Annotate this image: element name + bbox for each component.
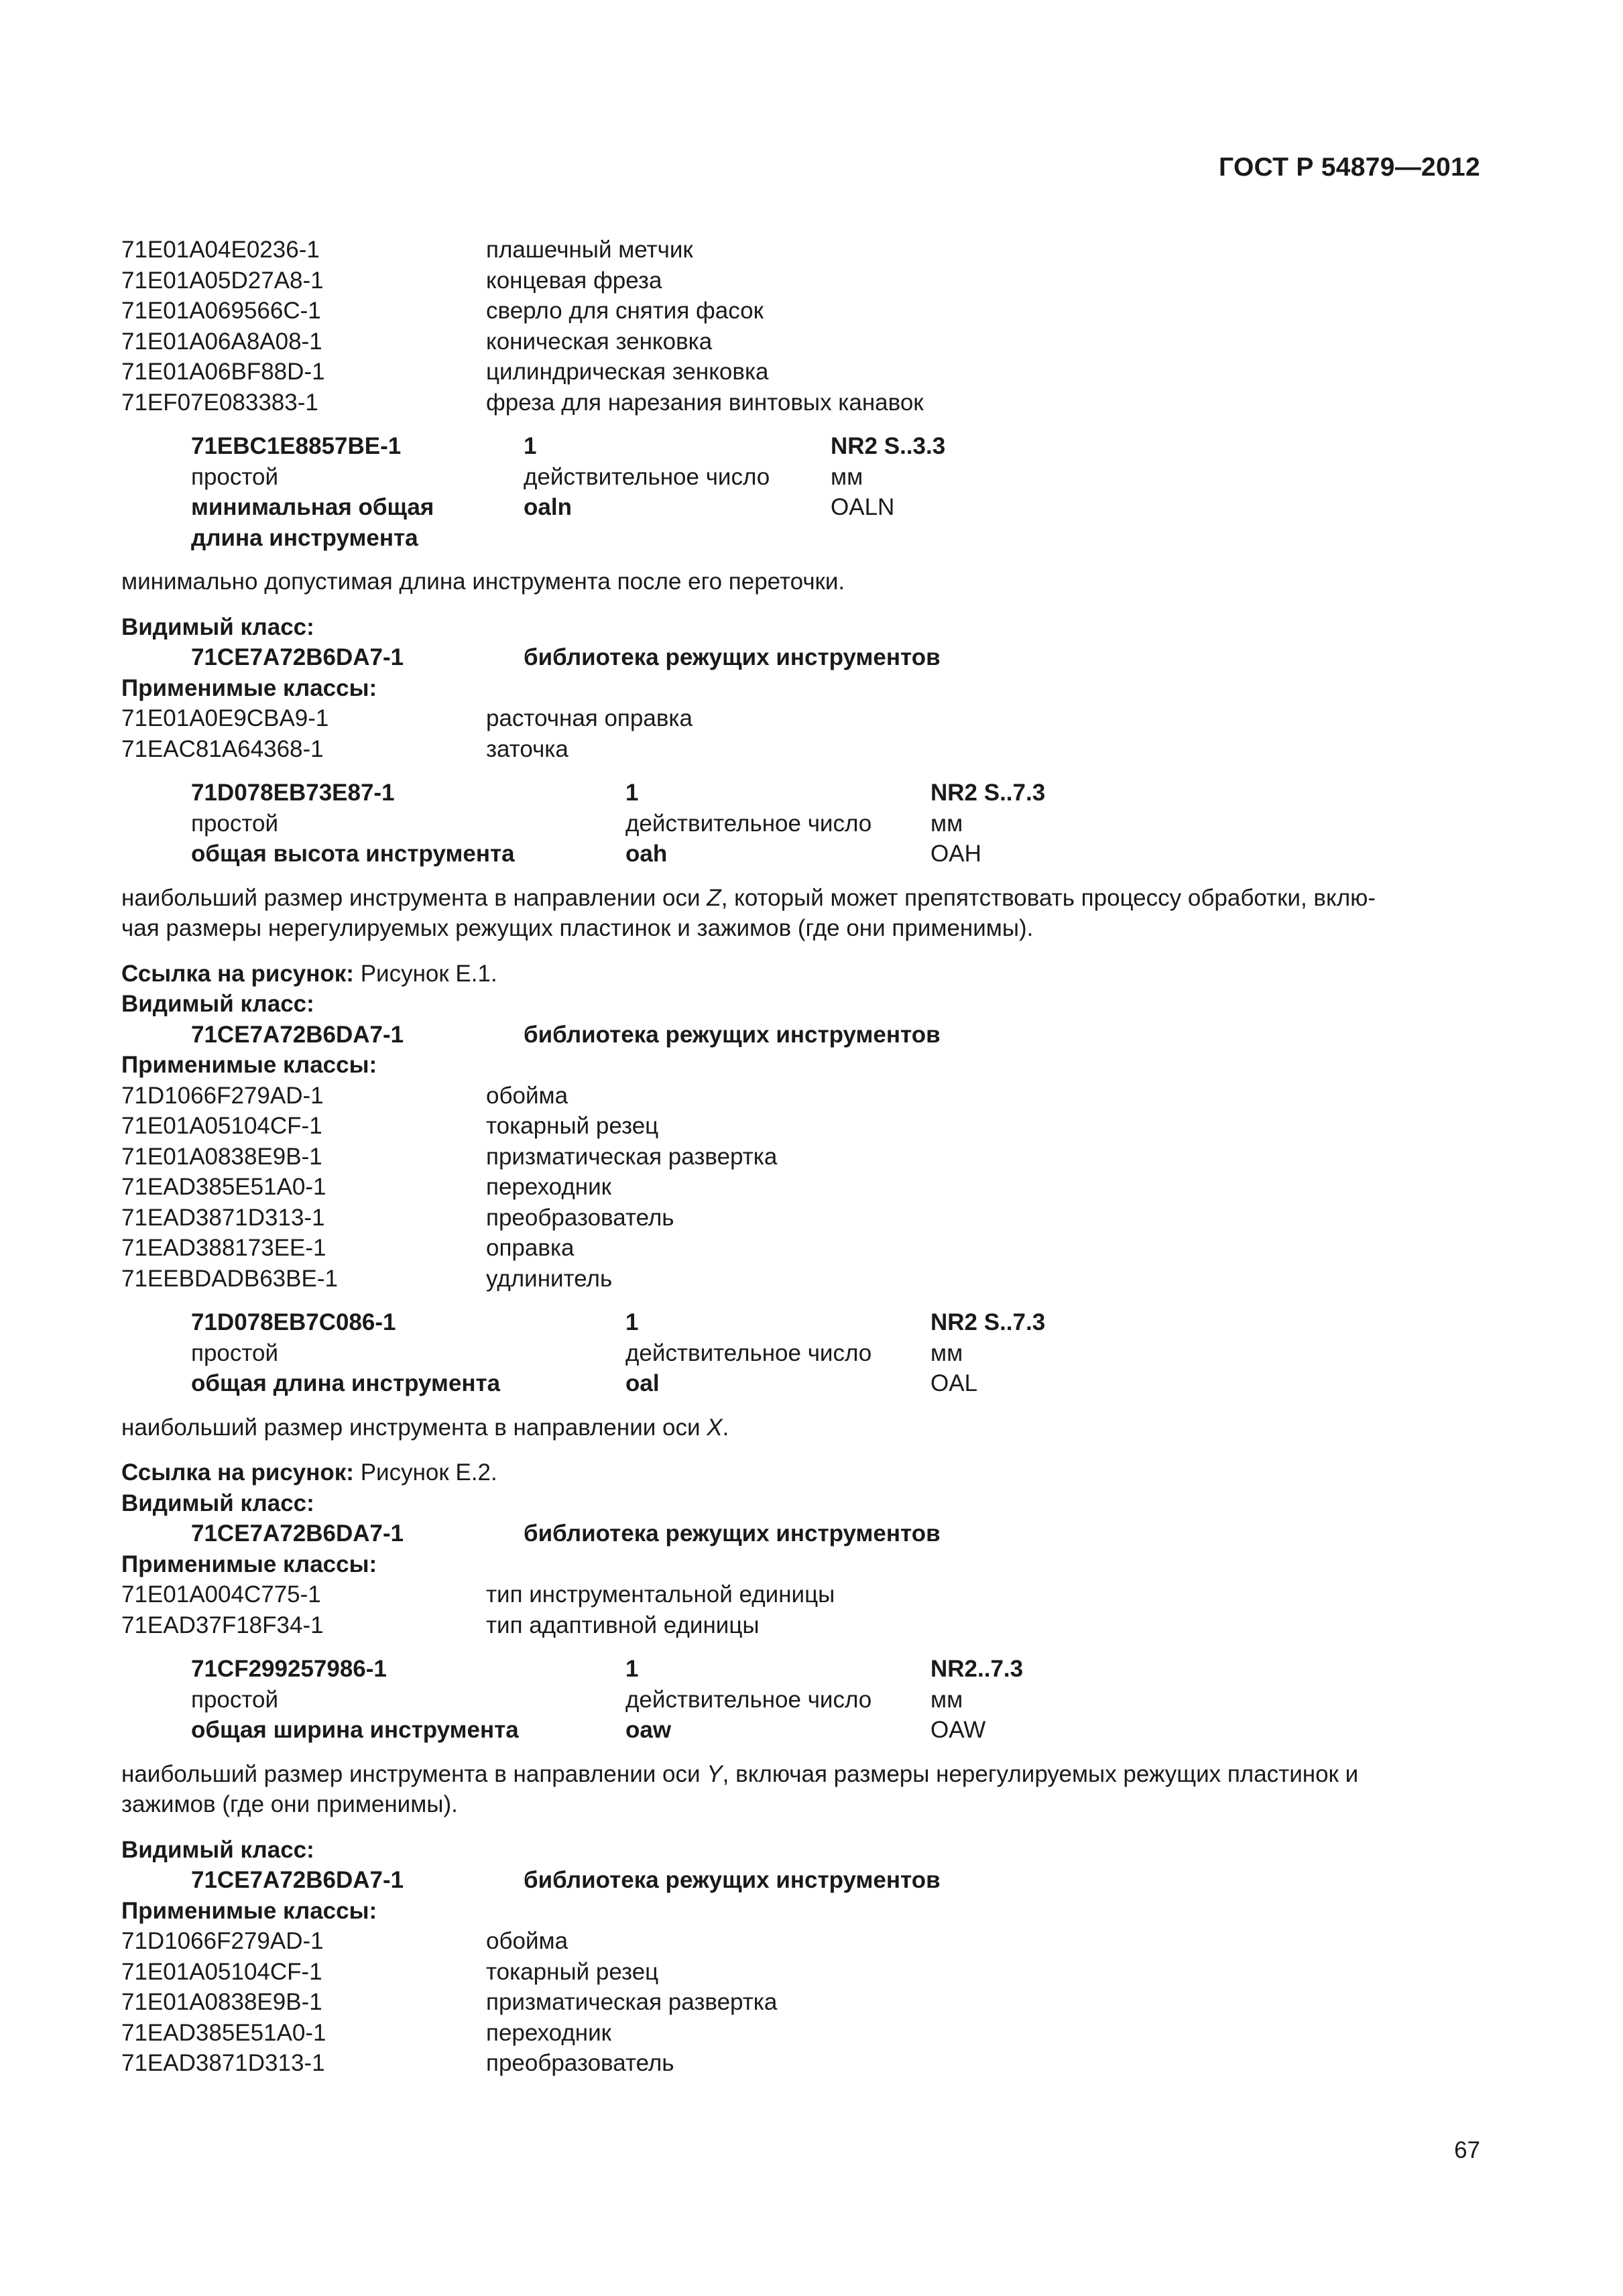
class-code: 71E01A0838E9B-1 — [121, 1989, 322, 2015]
list-item — [121, 1610, 1480, 1641]
document-header: ГОСТ Р 54879—2012 — [1219, 153, 1480, 182]
class-code: 71D1066F279AD-1 — [121, 1082, 324, 1109]
list-item — [121, 1172, 1480, 1203]
attribute-definition: минимально допустимая длина инструмента после его переточки. — [121, 568, 845, 595]
attribute-nr: NR2..7.3 — [930, 1656, 1024, 1682]
attribute-nr: NR2 S..7.3 — [930, 780, 1046, 806]
attribute-symbol: oaw — [625, 1717, 672, 1743]
list-item — [121, 703, 1480, 734]
class-code: 71E01A069566C-1 — [121, 298, 321, 324]
visible-class-code: 71CE7A72B6DA7-1 — [191, 1021, 404, 1048]
class-code: 71E01A06A8A08-1 — [121, 328, 322, 355]
list-item — [121, 1579, 1480, 1610]
class-name: токарный резец — [486, 1113, 659, 1139]
class-name: цилиндрическая зенковка — [486, 359, 769, 385]
attribute-name: общая ширина инструмента — [191, 1717, 519, 1743]
class-code: 71E01A05D27A8-1 — [121, 267, 324, 294]
class-code: 71E01A04E0236-1 — [121, 237, 320, 263]
list-item — [121, 1264, 1480, 1294]
class-name: призматическая развертка — [486, 1989, 778, 2015]
visible-class-code: 71CE7A72B6DA7-1 — [191, 644, 404, 670]
class-name: преобразователь — [486, 1204, 674, 1231]
attribute-datatype: действительное число — [625, 1339, 872, 1366]
visible-class-row — [121, 642, 1480, 673]
attribute-nr: NR2 S..7.3 — [930, 1309, 1046, 1335]
list-item — [121, 1926, 1480, 1957]
list-item — [121, 1142, 1480, 1172]
attribute-unit: мм — [930, 1686, 963, 1713]
class-code: 71EAD37F18F34-1 — [121, 1612, 324, 1638]
class-code: 71E01A06BF88D-1 — [121, 359, 325, 385]
class-code: 71E01A0838E9B-1 — [121, 1143, 322, 1170]
attribute-datatype: действительное число — [524, 463, 770, 490]
class-name: переходник — [486, 1174, 611, 1200]
attribute-symbol: oal — [625, 1370, 660, 1396]
class-name: сверло для снятия фасок — [486, 298, 764, 324]
attribute-kind: простой — [191, 1686, 279, 1713]
visible-class-name: библиотека режущих инструментов — [524, 1021, 941, 1048]
applicable-classes-label: Применимые классы: — [121, 1052, 377, 1078]
attribute-unit: мм — [930, 1339, 963, 1366]
list-item — [121, 265, 1480, 296]
visible-class-name: библиотека режущих инструментов — [524, 1520, 941, 1547]
attribute-header-oaln — [121, 431, 1480, 553]
attribute-unit: мм — [930, 810, 963, 837]
attribute-short-name: OAH — [930, 841, 981, 867]
attribute-kind: простой — [191, 810, 279, 837]
visible-class-label: Видимый класс: — [121, 991, 314, 1017]
visible-class-row — [121, 1865, 1480, 1896]
class-code: 71EAC81A64368-1 — [121, 735, 324, 762]
attribute-symbol: oah — [625, 841, 668, 867]
class-code: 71E01A05104CF-1 — [121, 1113, 322, 1139]
attribute-header-oah — [121, 778, 1480, 869]
visible-class-code: 71CE7A72B6DA7-1 — [191, 1520, 404, 1547]
attribute-unit: мм — [831, 463, 863, 490]
attribute-datatype: действительное число — [625, 810, 872, 837]
list-item — [121, 1233, 1480, 1264]
class-name: расточная оправка — [486, 705, 693, 731]
class-code: 71E01A05104CF-1 — [121, 1958, 322, 1985]
page-number: 67 — [1454, 2137, 1480, 2163]
visible-class-row — [121, 1020, 1480, 1050]
class-code: 71EAD385E51A0-1 — [121, 1174, 326, 1200]
attribute-kind: простой — [191, 1339, 279, 1366]
class-name: обойма — [486, 1928, 568, 1954]
visible-class-code: 71CE7A72B6DA7-1 — [191, 1867, 404, 1893]
class-name: тип адаптивной единицы — [486, 1612, 760, 1638]
attribute-short-name: OAW — [930, 1717, 986, 1743]
attribute-definition: наибольший размер инструмента в направлении оси Z, который может препятствовать процессу обработки, вклю- чая размеры нерегулируемых режущих пластинок и зажимов (где они применимы). — [121, 884, 1376, 941]
list-item — [121, 296, 1480, 326]
class-name: преобразователь — [486, 2050, 674, 2076]
figure-reference: Ссылка на рисунок: Рисунок Е.2. — [121, 1459, 497, 1486]
attribute-id: 71EBC1E8857BE-1 — [191, 433, 402, 459]
applicable-classes-label: Применимые классы: — [121, 674, 377, 701]
class-code: 71EAD385E51A0-1 — [121, 2019, 326, 2046]
list-item — [121, 387, 1480, 418]
class-code: 71EAD388173EE-1 — [121, 1235, 326, 1261]
list-item — [121, 2018, 1480, 2049]
attribute-name: общая высота инструмента — [191, 841, 515, 867]
attribute-id: 71D078EB7C086-1 — [191, 1309, 396, 1335]
attribute-kind: простой — [191, 463, 279, 490]
class-code: 71E01A004C775-1 — [121, 1581, 321, 1608]
class-name: удлинитель — [486, 1265, 613, 1292]
class-code: 71D1066F279AD-1 — [121, 1928, 324, 1954]
visible-class-row — [121, 1518, 1480, 1549]
class-name: переходник — [486, 2019, 611, 2046]
attribute-version: 1 — [625, 780, 639, 806]
visible-class-label: Видимый класс: — [121, 1836, 314, 1863]
visible-class-label: Видимый класс: — [121, 1490, 314, 1516]
attribute-version: 1 — [625, 1309, 639, 1335]
class-name: призматическая развертка — [486, 1143, 778, 1170]
attribute-version: 1 — [524, 433, 537, 459]
class-name: концевая фреза — [486, 267, 662, 294]
list-item — [121, 326, 1480, 357]
class-code: 71E01A0E9CBA9-1 — [121, 705, 329, 731]
class-code: 71EEBDADB63BE-1 — [121, 1265, 338, 1292]
class-name: плашечный метчик — [486, 237, 693, 263]
attribute-definition: наибольший размер инструмента в направлении оси Y, включая размеры нерегулируемых режущих пластинок и зажимов (где они применимы). — [121, 1760, 1359, 1817]
attribute-nr: NR2 S..3.3 — [831, 433, 946, 459]
attribute-name: минимальная общая длина инструмента — [191, 494, 434, 551]
applicable-classes-label: Применимые классы: — [121, 1897, 377, 1924]
list-item — [121, 1987, 1480, 2018]
list-item — [121, 1081, 1480, 1111]
class-name: фреза для нарезания винтовых канавок — [486, 389, 924, 416]
attribute-symbol: oaln — [524, 494, 572, 520]
applicable-classes-label: Применимые классы: — [121, 1551, 377, 1577]
list-item — [121, 734, 1480, 765]
attribute-definition: наибольший размер инструмента в направлении оси X. — [121, 1414, 729, 1441]
list-item — [121, 1957, 1480, 1988]
visible-class-name: библиотека режущих инструментов — [524, 1867, 941, 1893]
class-name: обойма — [486, 1082, 568, 1109]
attribute-datatype: действительное число — [625, 1686, 872, 1713]
figure-reference: Ссылка на рисунок: Рисунок Е.1. — [121, 960, 497, 987]
attribute-short-name: OAL — [930, 1370, 978, 1396]
list-item — [121, 235, 1480, 265]
list-item — [121, 1111, 1480, 1142]
class-code: 71EF07E083383-1 — [121, 389, 318, 416]
class-name: оправка — [486, 1235, 575, 1261]
class-name: заточка — [486, 735, 568, 762]
visible-class-name: библиотека режущих инструментов — [524, 644, 941, 670]
attribute-header-oal — [121, 1307, 1480, 1399]
attribute-short-name: OALN — [831, 494, 895, 520]
attribute-id: 71D078EB73E87-1 — [191, 780, 395, 806]
list-item — [121, 2048, 1480, 2079]
class-code: 71EAD3871D313-1 — [121, 2050, 325, 2076]
list-item — [121, 1203, 1480, 1233]
visible-class-label: Видимый класс: — [121, 613, 314, 640]
page-content — [121, 235, 1480, 2079]
class-name: тип инструментальной единицы — [486, 1581, 835, 1608]
attribute-header-oaw — [121, 1654, 1480, 1746]
attribute-version: 1 — [625, 1656, 639, 1682]
class-name: коническая зенковка — [486, 328, 713, 355]
class-code: 71EAD3871D313-1 — [121, 1204, 325, 1231]
list-item — [121, 357, 1480, 387]
attribute-id: 71CF299257986-1 — [191, 1656, 387, 1682]
attribute-name: общая длина инструмента — [191, 1370, 501, 1396]
class-name: токарный резец — [486, 1958, 659, 1985]
intro-class-list — [121, 235, 1480, 418]
